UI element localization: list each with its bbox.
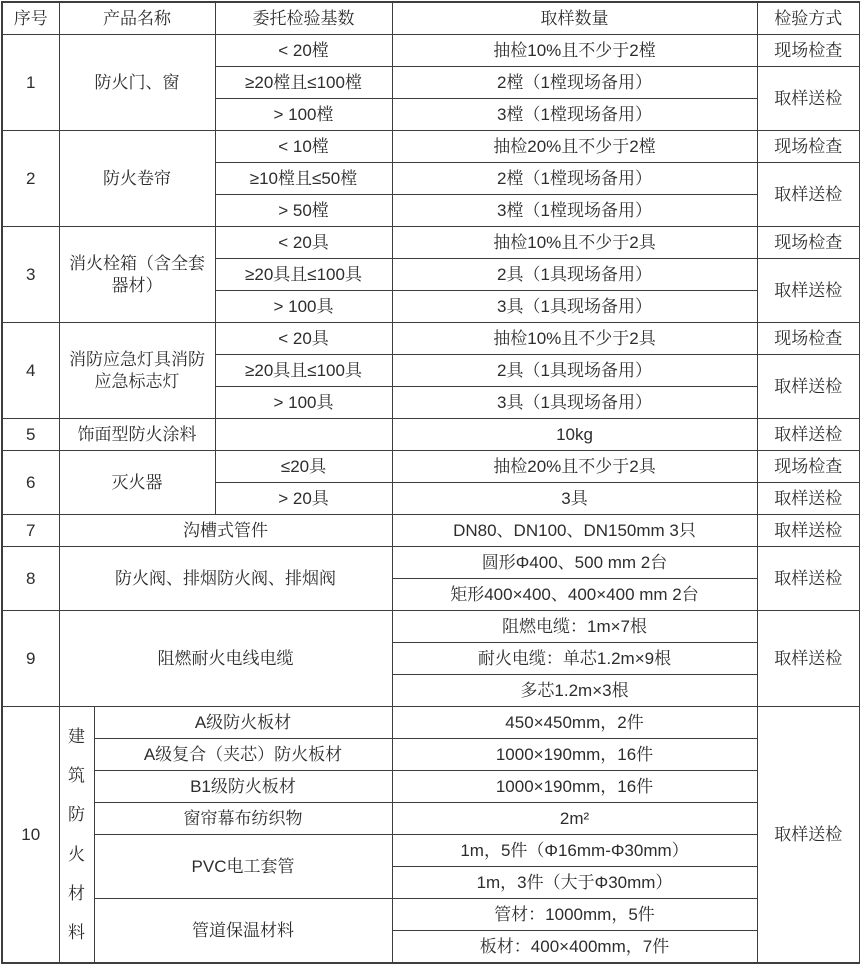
- row-number: 4: [2, 323, 59, 419]
- table-header-row: [2, 2, 860, 35]
- sub-product-name: 窗帘幕布纺织物: [94, 803, 392, 835]
- sample-quantity: 抽检10%且不少于2具: [392, 227, 757, 259]
- sample-quantity: 2m²: [392, 803, 757, 835]
- sample-quantity: 3樘（1樘现场备用）: [392, 195, 757, 227]
- sample-quantity: 板材：400×400mm，7件: [392, 931, 757, 964]
- table-row: [2, 835, 860, 867]
- sample-quantity: 多芯1.2m×3根: [392, 675, 757, 707]
- inspection-method: 取样送检: [757, 611, 860, 707]
- inspection-method: 现场检查: [757, 131, 860, 163]
- sample-quantity: 2樘（1樘现场备用）: [392, 163, 757, 195]
- product-name-vertical: 建筑防火材料: [59, 707, 94, 964]
- row-number: 10: [2, 707, 59, 964]
- sample-quantity: 1000×190mm，16件: [392, 739, 757, 771]
- product-name: 消火栓箱（含全套器材）: [59, 227, 215, 323]
- sub-product-name: 管道保温材料: [94, 899, 392, 964]
- product-name: 沟槽式管件: [59, 515, 392, 547]
- sample-quantity: DN80、DN100、DN150mm 3只: [392, 515, 757, 547]
- base-range: ≤20具: [215, 451, 392, 483]
- sample-quantity: 抽检10%且不少于2樘: [392, 35, 757, 67]
- table-row: [2, 35, 860, 67]
- sample-quantity: 450×450mm，2件: [392, 707, 757, 739]
- base-range: ≥10樘且≤50樘: [215, 163, 392, 195]
- table-row: [2, 547, 860, 579]
- row-number: 6: [2, 451, 59, 515]
- table-row: [2, 803, 860, 835]
- product-name: 防火阀、排烟防火阀、排烟阀: [59, 547, 392, 611]
- base-range: > 100樘: [215, 99, 392, 131]
- base-range: ≥20樘且≤100樘: [215, 67, 392, 99]
- row-number: 3: [2, 227, 59, 323]
- sample-quantity: 圆形Φ400、500 mm 2台: [392, 547, 757, 579]
- table-row: [2, 515, 860, 547]
- header-no: 序号: [2, 2, 59, 35]
- header-product: 产品名称: [59, 2, 215, 35]
- row-number: 8: [2, 547, 59, 611]
- base-range: > 20具: [215, 483, 392, 515]
- inspection-method: 现场检查: [757, 323, 860, 355]
- row-number: 9: [2, 611, 59, 707]
- sample-quantity: 2具（1具现场备用）: [392, 355, 757, 387]
- sample-quantity: 1m，5件（Φ16mm-Φ30mm）: [392, 835, 757, 867]
- sample-quantity: 1000×190mm，16件: [392, 771, 757, 803]
- base-range: < 20具: [215, 323, 392, 355]
- row-number: 1: [2, 35, 59, 131]
- inspection-method: 取样送检: [757, 707, 860, 964]
- row-number: 7: [2, 515, 59, 547]
- sample-quantity: 2具（1具现场备用）: [392, 259, 757, 291]
- inspection-method: 取样送检: [757, 259, 860, 323]
- table-row: [2, 131, 860, 163]
- sample-quantity: 10kg: [392, 419, 757, 451]
- table-row: [2, 739, 860, 771]
- base-range: ≥20具且≤100具: [215, 259, 392, 291]
- sample-quantity: 3具（1具现场备用）: [392, 291, 757, 323]
- inspection-method: 现场检查: [757, 35, 860, 67]
- inspection-method: 取样送检: [757, 355, 860, 419]
- sample-quantity: 2樘（1樘现场备用）: [392, 67, 757, 99]
- sub-product-name: A级复合（夹芯）防火板材: [94, 739, 392, 771]
- base-range: [215, 419, 392, 451]
- base-range: < 20具: [215, 227, 392, 259]
- sub-product-name: B1级防火板材: [94, 771, 392, 803]
- inspection-method: 现场检查: [757, 227, 860, 259]
- inspection-table: [1, 1, 860, 964]
- table-row: [2, 419, 860, 451]
- row-number: 5: [2, 419, 59, 451]
- header-method: 检验方式: [757, 2, 860, 35]
- sample-quantity: 管材：1000mm，5件: [392, 899, 757, 931]
- product-name: 消防应急灯具消防应急标志灯: [59, 323, 215, 419]
- inspection-method: 取样送检: [757, 419, 860, 451]
- table-row: [2, 451, 860, 483]
- sub-product-name: A级防火板材: [94, 707, 392, 739]
- base-range: ≥20具且≤100具: [215, 355, 392, 387]
- sample-quantity: 3具: [392, 483, 757, 515]
- base-range: < 10樘: [215, 131, 392, 163]
- sample-quantity: 抽检20%且不少于2樘: [392, 131, 757, 163]
- sample-quantity: 抽检10%且不少于2具: [392, 323, 757, 355]
- product-name: 饰面型防火涂料: [59, 419, 215, 451]
- sub-product-name: PVC电工套管: [94, 835, 392, 899]
- row-number: 2: [2, 131, 59, 227]
- sample-quantity: 阻燃电缆：1m×7根: [392, 611, 757, 643]
- sample-quantity: 矩形400×400、400×400 mm 2台: [392, 579, 757, 611]
- sample-quantity: 耐火电缆：单芯1.2m×9根: [392, 643, 757, 675]
- base-range: > 50樘: [215, 195, 392, 227]
- inspection-method: 取样送检: [757, 547, 860, 611]
- inspection-method: 现场检查: [757, 451, 860, 483]
- sample-quantity: 3具（1具现场备用）: [392, 387, 757, 419]
- product-name: 防火门、窗: [59, 35, 215, 131]
- product-name: 阻燃耐火电线电缆: [59, 611, 392, 707]
- sample-quantity: 3樘（1樘现场备用）: [392, 99, 757, 131]
- inspection-method: 取样送检: [757, 483, 860, 515]
- table-row: [2, 899, 860, 931]
- table-row: [2, 707, 860, 739]
- base-range: > 100具: [215, 387, 392, 419]
- table-row: [2, 771, 860, 803]
- product-name: 灭火器: [59, 451, 215, 515]
- header-base: 委托检验基数: [215, 2, 392, 35]
- sample-quantity: 1m，3件（大于Φ30mm）: [392, 867, 757, 899]
- inspection-method: 取样送检: [757, 163, 860, 227]
- sample-quantity: 抽检20%且不少于2具: [392, 451, 757, 483]
- inspection-method: 取样送检: [757, 67, 860, 131]
- product-name: 防火卷帘: [59, 131, 215, 227]
- base-range: > 100具: [215, 291, 392, 323]
- table-row: [2, 227, 860, 259]
- table-row: [2, 611, 860, 643]
- base-range: < 20樘: [215, 35, 392, 67]
- header-quantity: 取样数量: [392, 2, 757, 35]
- table-row: [2, 323, 860, 355]
- inspection-method: 取样送检: [757, 515, 860, 547]
